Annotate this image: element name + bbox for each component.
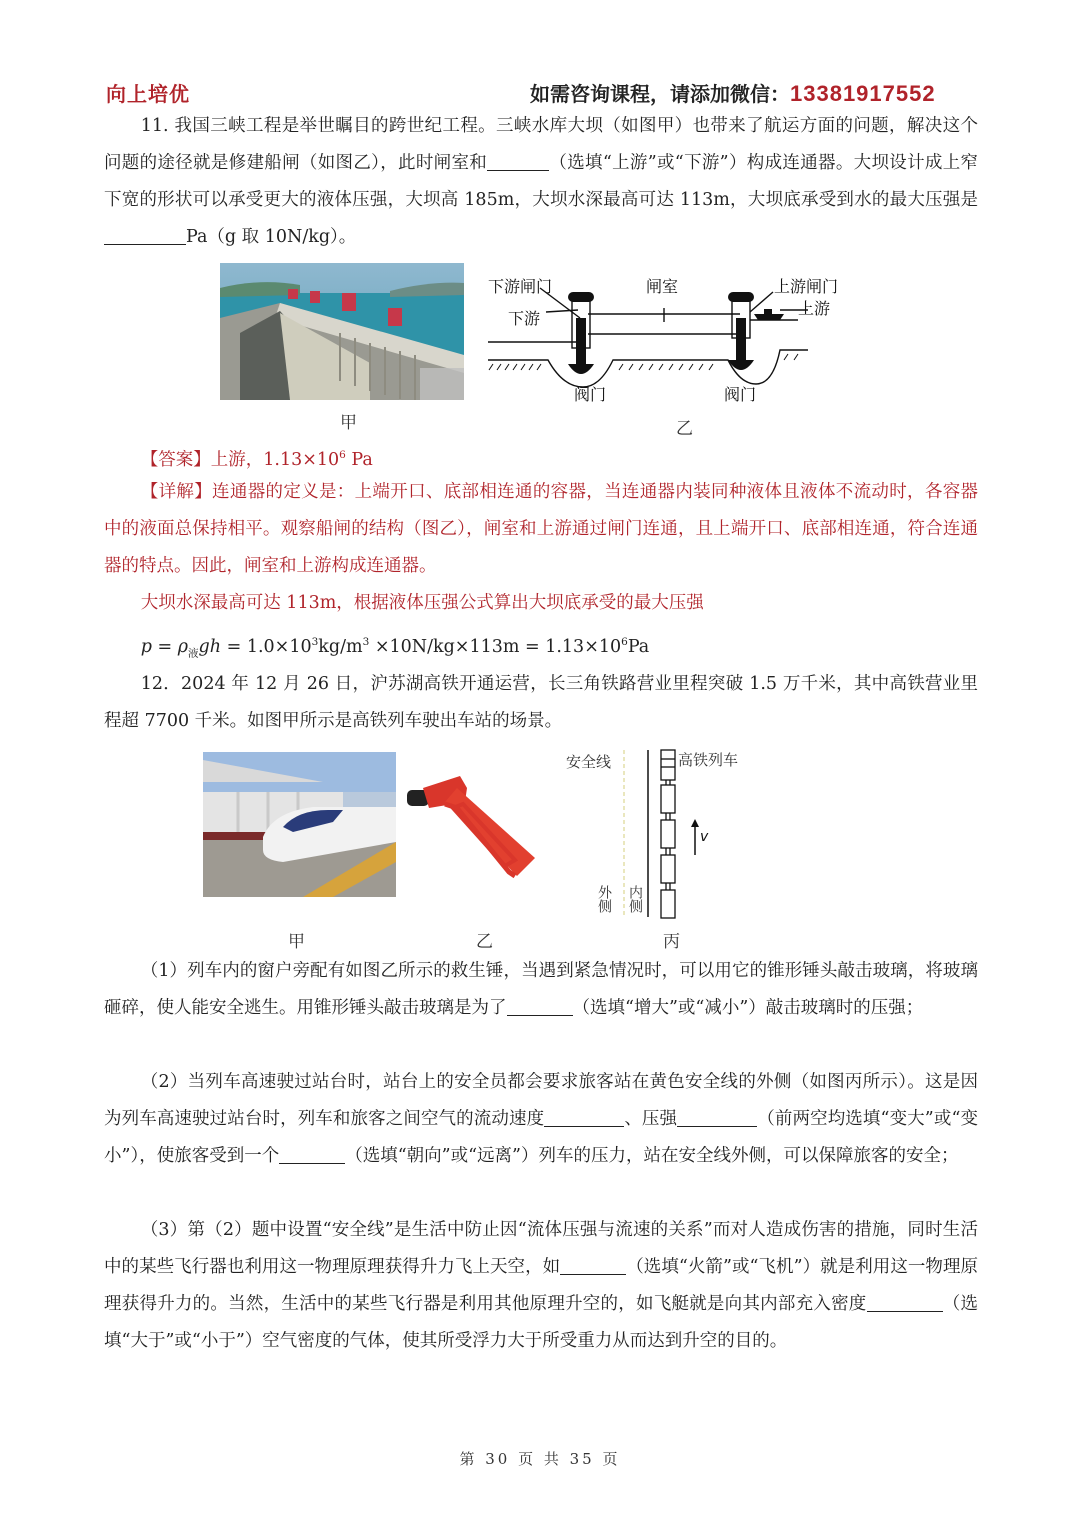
sub3-text-b: （选填“火箭”或“飞机”）就是利用这一物理原理获得升力的。当然，生活中的某些飞行器是利用其他原理升空的，如飞艇就是向其内部充入密度 — [104, 1257, 978, 1314]
velocity-label: v — [700, 829, 709, 845]
safety-hammer-image — [405, 768, 545, 888]
formula-exp: 3 — [311, 636, 319, 648]
answer-blank-6[interactable] — [279, 1146, 345, 1165]
contact-phone: 13381917552 — [790, 81, 936, 106]
q11-line4a: 底承受到水的最大压强是 — [783, 190, 979, 210]
sub3-text-a: （3）第（2）题中设置“安全线”是生活中防止因“流体压强与流速的关系”而对人造成伤害的措施，同时生活中的某些飞行器也利用这一物理原理获得升力飞上天空，如 — [104, 1220, 978, 1277]
label-downstream-gate: 下游闸门 — [488, 277, 553, 296]
answer-blank-3[interactable] — [507, 998, 573, 1017]
label-upstream: 上游 — [798, 299, 831, 318]
sub3-text-c: （选填“大于”或“小于”）空气密度的气体，使其所受浮力大于所受重力从而达到升空的目的。 — [104, 1294, 978, 1351]
brand-title: 向上培优 — [106, 82, 190, 106]
subquestion-1 — [104, 953, 978, 1027]
page-number: 第 30 页 共 35 页 — [459, 1450, 621, 1468]
formula-rest: ×10N/kg×113m = 1.13×10 — [369, 636, 622, 657]
dam-photo — [220, 263, 464, 400]
answer-exponent: 6 — [339, 449, 346, 461]
detail-text: 连通器的定义是：上端开口、底部相连通的容器，当连通器内装同种液体且液体不流动时，各容器中的液面总保持相平。观察船闸的结构（图乙），闸室和上游通过闸门连通，且上端开口、底部相连通，符合连通器的特点。因此，闸室和上游构成连通器。 — [104, 482, 979, 576]
inner-side-label: 内侧 — [627, 885, 643, 913]
q11-line2a: 决这个问题的途径就是修建船闸（如图乙），此时闸室和 — [104, 116, 979, 173]
label-downstream: 下游 — [508, 309, 541, 328]
subquestion-2 — [104, 1064, 978, 1175]
answer-blank-7[interactable] — [560, 1257, 626, 1276]
sub1-text-b: （选填“增大”或“减小”）敲击玻璃时的压强； — [572, 998, 924, 1018]
question-11-text — [104, 108, 978, 256]
train-label: 高铁列车 — [678, 751, 739, 769]
figure-caption-q12-yi: 乙 — [476, 932, 493, 952]
train-photo — [203, 752, 396, 897]
formula-gh: gh — [198, 636, 222, 657]
label-upstream-gate: 上游闸门 — [774, 277, 839, 296]
formula-exp-m3: 3 — [362, 636, 370, 648]
formula-rho-sub: 液 — [188, 647, 199, 660]
sub2-text-c: （前两空均选填“变大”或“变小”），使旅客受到一个 — [104, 1109, 979, 1166]
answer-blank-2[interactable] — [104, 227, 186, 246]
answer-text: 上游，1.13×10 — [210, 449, 340, 470]
ship-lock-diagram — [488, 272, 858, 412]
answer-blank-8[interactable] — [867, 1294, 943, 1313]
sub2-text-b: 、压强 — [624, 1109, 678, 1129]
figure-caption-jia: 甲 — [340, 413, 357, 433]
formula-rho: ρ — [177, 636, 189, 657]
outer-side-label: 外侧 — [596, 885, 612, 913]
figure-caption-bing: 丙 — [663, 932, 680, 952]
label-lock-chamber: 闸室 — [646, 277, 679, 296]
detail-label: 【详解】 — [140, 482, 213, 502]
formula-part: = 1.0×10 — [221, 636, 312, 657]
question-12-intro: 12．2024 年 12 月 26 日，沪苏湖高铁开通运营，长三角铁路营业里程突破 1.5 万千米，其中高铁营业里程超 7700 千米。如图甲所示是高铁列车驶出车站的场景。 — [104, 674, 978, 731]
answer-blank-5[interactable] — [677, 1109, 757, 1128]
label-valve-left: 阀门 — [574, 385, 607, 404]
q11-line3: 器。大坝设计成上窄下宽的形状可以承受更大的液体压强，大坝高 185m，大坝水深最高可达 113m，大坝 — [104, 153, 979, 210]
answer-label: 【答案】 — [140, 449, 211, 470]
platform-diagram — [560, 745, 760, 925]
detail-paragraph-2: 大坝水深最高可达 113m，根据液体压强公式算出大坝底承受的最大压强 — [140, 593, 704, 613]
q11-line1: 11. 我国三峡工程是举世瞩目的跨世纪工程。三峡水库大坝（如图甲）也带来了航运方面的问题，解 — [140, 116, 925, 136]
sub1-text-a: （1）列车内的窗户旁配有如图乙所示的救生锤，当遇到紧急情况时，可以用它的锥形锤头敲击玻璃，将玻璃砸碎，使人能安全逃生。用锥形锤头敲击玻璃是为了 — [104, 961, 978, 1018]
figure-caption-yi: 乙 — [676, 419, 693, 439]
figure-caption-q12-jia: 甲 — [288, 932, 305, 952]
contact-info — [530, 78, 936, 107]
subquestion-3 — [104, 1212, 978, 1360]
answer-blank-4[interactable] — [544, 1109, 624, 1128]
answer-blank-1[interactable] — [487, 153, 549, 172]
answer-line — [104, 437, 978, 479]
sub2-text-d: （选填“朝向”或“远离”）列车的压力，站在安全线外侧，可以保障旅客的安全； — [345, 1146, 959, 1166]
formula-unit: kg/m — [318, 636, 363, 657]
answer-unit: Pa — [345, 449, 373, 470]
sub2-text-a: （2）当列车高速驶过站台时，站台上的安全员都会要求旅客站在黄色安全线的外侧（如图丙所示）。这是因为列车高速驶过站台时，列车和旅客之间空气的流动速度 — [104, 1072, 978, 1129]
formula-pa: Pa — [627, 636, 650, 657]
formula-eq: = — [151, 636, 178, 657]
label-valve-right: 阀门 — [724, 385, 757, 404]
safety-line-label: 安全线 — [566, 753, 612, 771]
q11-line4b: Pa（g 取 10N/kg）。 — [186, 227, 357, 247]
formula-exp6: 6 — [621, 636, 628, 648]
detail-paragraph — [104, 474, 978, 585]
formula-p: p — [140, 636, 152, 657]
q11-line2b: （选填“上游”或“下游”）构成连通 — [549, 153, 819, 173]
contact-prefix: 如需咨询课程，请添加微信： — [530, 82, 790, 106]
